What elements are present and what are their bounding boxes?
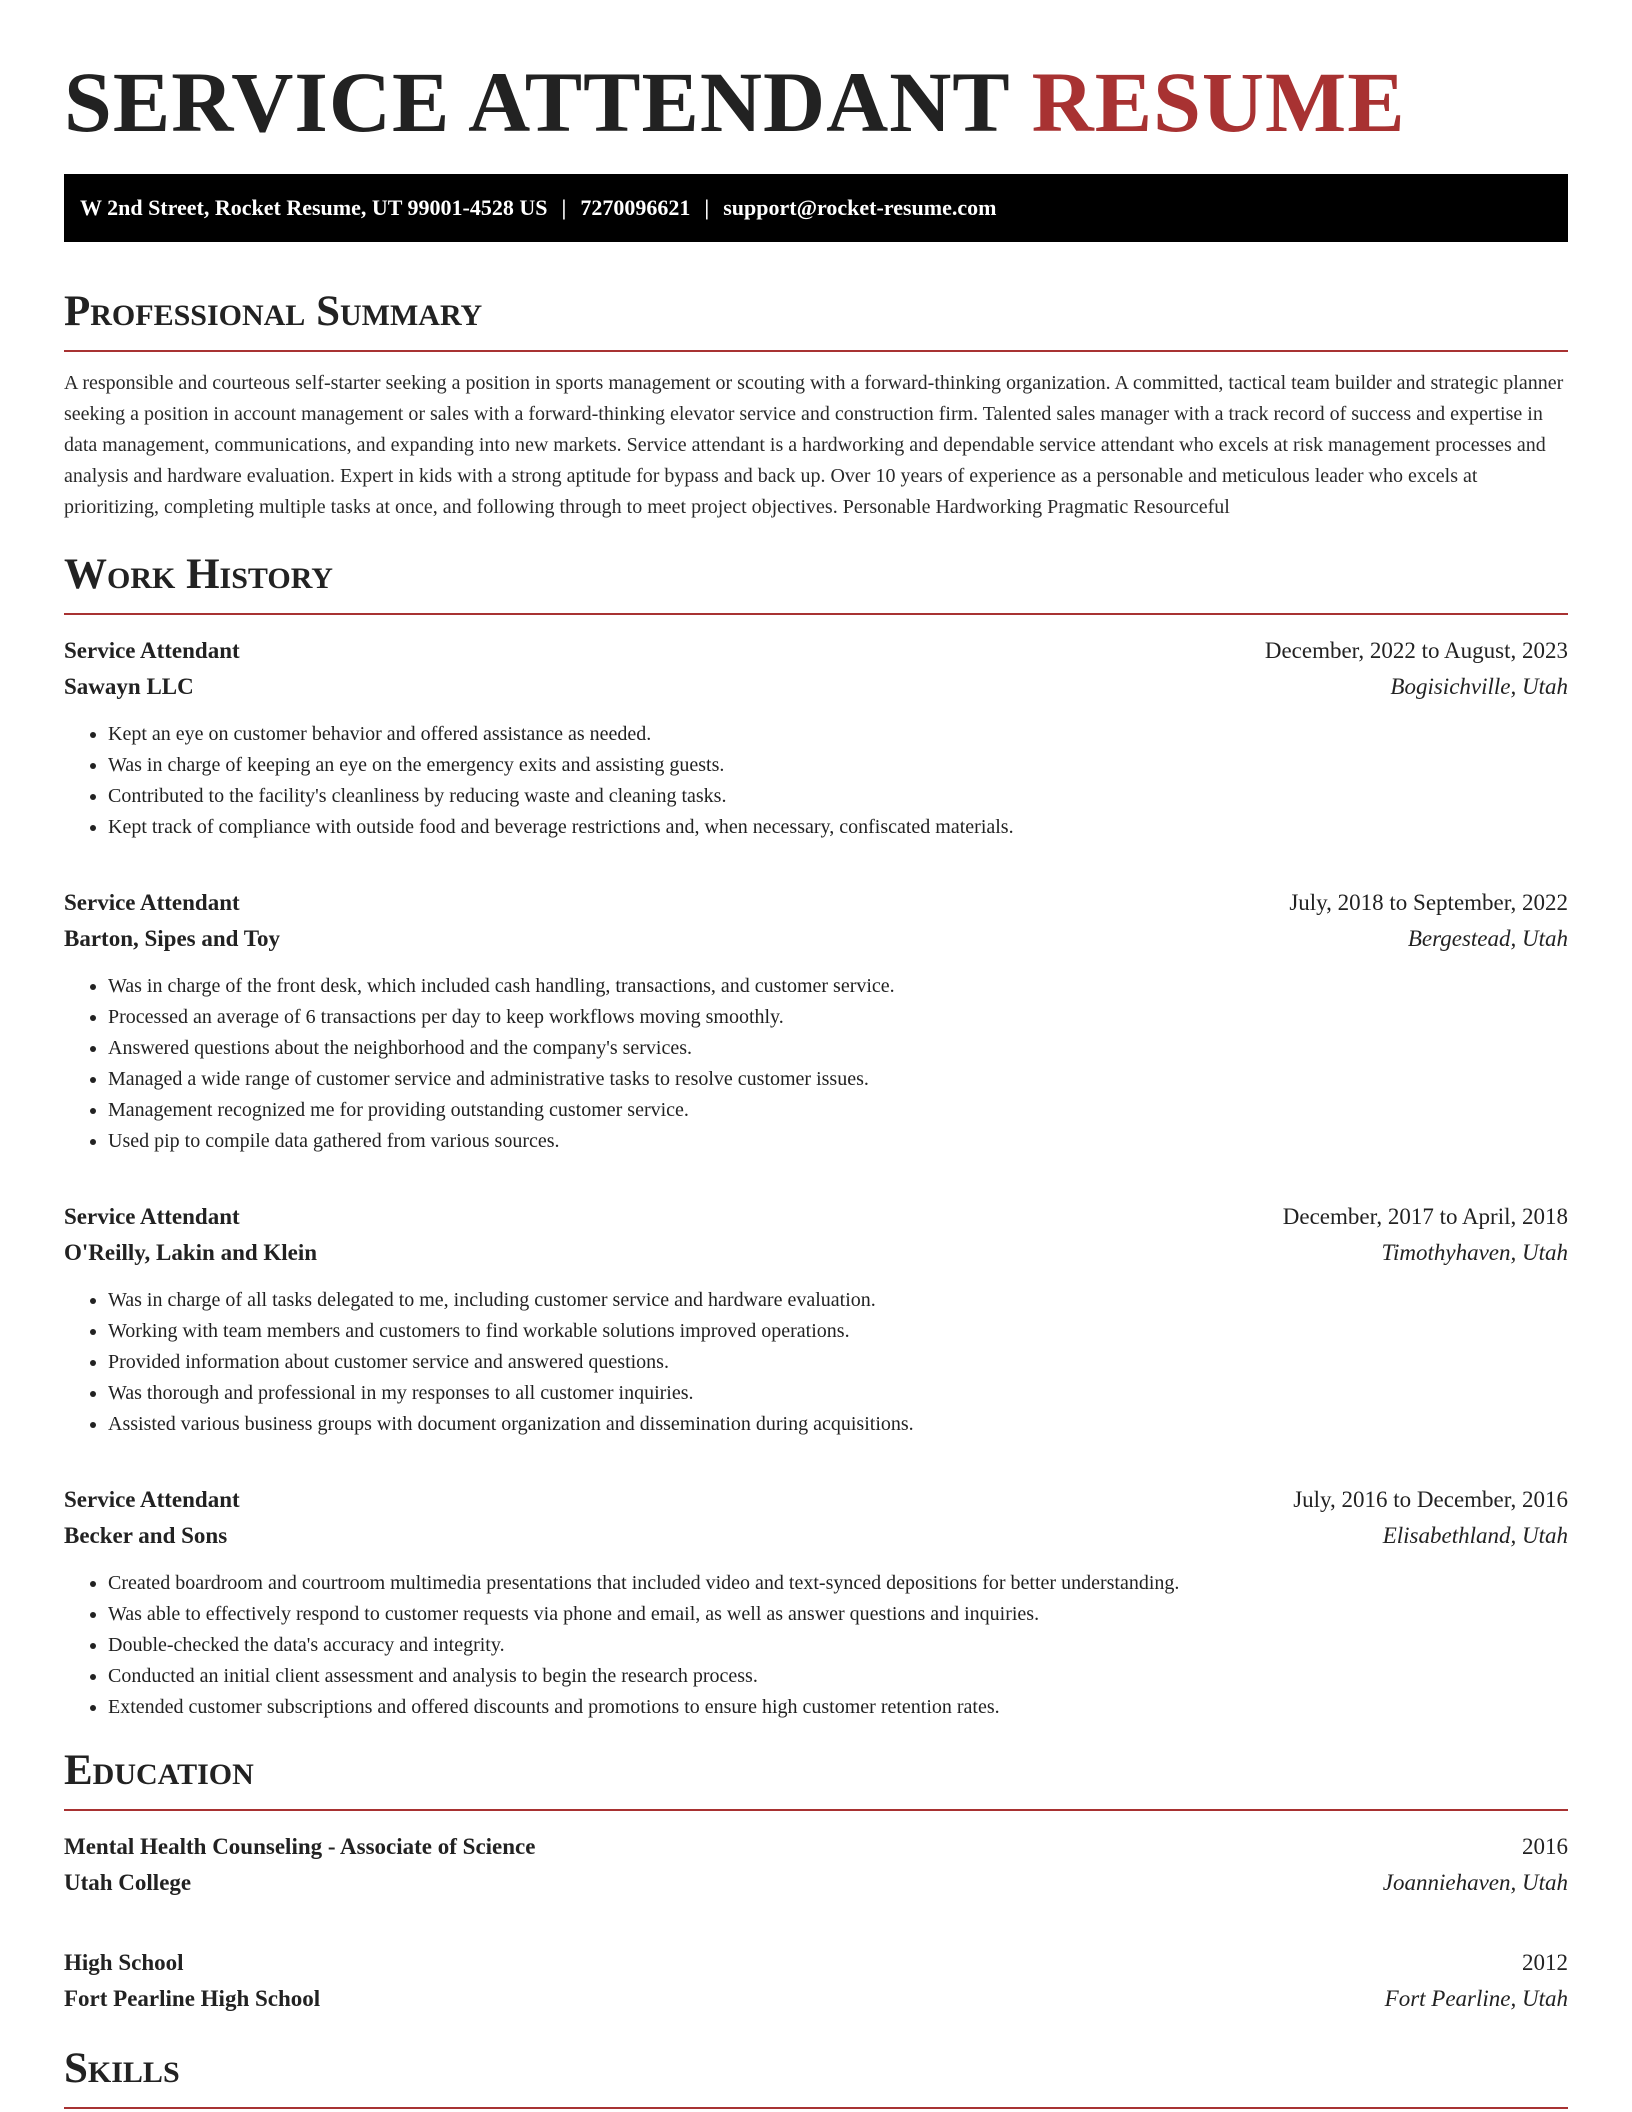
job-duty: • Extended customer subscriptions and offered discounts and promotions to ensure high customer retention rates.: [108, 1692, 1568, 1723]
education-section: [64, 1745, 1568, 2017]
resume-title: [64, 52, 1568, 152]
job-duty: • Contributed to the facility's cleanliness by reducing waste and cleaning tasks.: [108, 781, 1568, 812]
job-company-row: [64, 1235, 1568, 1271]
contact-address: W 2nd Street, Rocket Resume, UT 99001-4528 US: [80, 195, 548, 220]
job-entry: [64, 885, 1568, 1157]
job-title-row: [64, 633, 1568, 669]
section-divider: [64, 613, 1568, 615]
contact-separator: |: [704, 195, 710, 220]
job-duty: • Was in charge of keeping an eye on the emergency exits and assisting guests.: [108, 750, 1568, 781]
job-duty: • Was in charge of the front desk, which included cash handling, transactions, and customer service.: [108, 971, 1568, 1002]
job-duty: • Assisted various business groups with document organization and dissemination during acquisitions.: [108, 1409, 1568, 1440]
job-duty: • Working with team members and customers to find workable solutions improved operations.: [108, 1316, 1568, 1347]
job-duty: • Answered questions about the neighborhood and the company's services.: [108, 1033, 1568, 1064]
job-duty: • Was able to effectively respond to customer requests via phone and email, as well as answer questions and inquiries.: [108, 1599, 1568, 1630]
job-duty: • Created boardroom and courtroom multimedia presentations that included video and text-synced depositions for better understanding.: [108, 1568, 1568, 1599]
job-duties: [64, 1285, 1568, 1440]
education-year: 2016: [1522, 1834, 1568, 1859]
job-duty: • Management recognized me for providing outstanding customer service.: [108, 1095, 1568, 1126]
skills-section: [64, 2043, 1568, 2109]
job-title-row: [64, 1199, 1568, 1235]
education-school-row: [64, 1981, 1568, 2017]
job-title-row: [64, 1482, 1568, 1518]
job-duty: • Was in charge of all tasks delegated to me, including customer service and hardware evaluation.: [108, 1285, 1568, 1316]
section-divider: [64, 1809, 1568, 1811]
job-company-row: [64, 921, 1568, 957]
education-heading: Education: [64, 1747, 254, 1794]
job-location: Timothyhaven, Utah: [1381, 1240, 1568, 1265]
job-duty: • Managed a wide range of customer service and administrative tasks to resolve customer issues.: [108, 1064, 1568, 1095]
education-degree: High School: [64, 1950, 184, 1975]
education-degree-row: [64, 1829, 1568, 1865]
job-dates: July, 2018 to September, 2022: [1289, 890, 1568, 915]
job-duty: • Conducted an initial client assessment and analysis to begin the research process.: [108, 1661, 1568, 1692]
education-school-row: [64, 1865, 1568, 1901]
section-divider: [64, 350, 1568, 352]
work-history-section: [64, 549, 1568, 1723]
job-duty: • Used pip to compile data gathered from various sources.: [108, 1126, 1568, 1157]
job-duties: [64, 719, 1568, 843]
job-dates: December, 2022 to August, 2023: [1264, 638, 1568, 663]
summary-section: [64, 286, 1568, 523]
education-school: Fort Pearline High School: [64, 1986, 321, 2011]
section-divider: [64, 2107, 1568, 2109]
contact-bar: [64, 174, 1568, 242]
job-title: Service Attendant: [64, 890, 240, 915]
job-location: Bergestead, Utah: [1407, 926, 1568, 951]
job-duties: [64, 971, 1568, 1157]
education-school: Utah College: [64, 1870, 192, 1895]
job-title: Service Attendant: [64, 638, 240, 663]
job-duties: [64, 1568, 1568, 1723]
job-duty: • Provided information about customer service and answered questions.: [108, 1347, 1568, 1378]
job-location: Elisabethland, Utah: [1382, 1523, 1568, 1548]
contact-separator: |: [561, 195, 567, 220]
job-duty: • Processed an average of 6 transactions per day to keep workflows moving smoothly.: [108, 1002, 1568, 1033]
education-year: 2012: [1522, 1950, 1568, 1975]
job-title-row: [64, 885, 1568, 921]
job-duty: • Kept an eye on customer behavior and offered assistance as needed.: [108, 719, 1568, 750]
job-company-row: [64, 1518, 1568, 1554]
job-company: O'Reilly, Lakin and Klein: [64, 1240, 318, 1265]
education-degree-row: [64, 1945, 1568, 1981]
job-company: Becker and Sons: [64, 1523, 228, 1548]
job-company: Sawayn LLC: [64, 674, 194, 699]
job-duty: • Kept track of compliance with outside food and beverage restrictions and, when necessary, confiscated materials.: [108, 812, 1568, 843]
summary-text: A responsible and courteous self-starter seeking a position in sports management or scouting with a forward-thinking organization. A committed, tactical team builder and strategic planner seeking a position in account management or sales with a forward-thinking elevator service and construction firm. Talented sales manager with a track record of success and expertise in data management, communications, and expanding into new markets. Service attendant is a hardworking and dependable service attendant who excels at risk management processes and analysis and hardware evaluation. Expert in kids with a strong aptitude for bypass and back up. Over 10 years of experience as a personable and meticulous leader who excels at prioritizing, completing multiple tasks at once, and following through to meet project objectives. Personable Hardworking Pragmatic Resourceful: [64, 372, 1564, 518]
title-main: SERVICE ATTENDANT: [64, 54, 1010, 150]
job-entry: [64, 1482, 1568, 1723]
contact-email[interactable]: support@rocket-resume.com: [723, 195, 997, 220]
skills-heading: Skills: [64, 2045, 180, 2092]
job-duty: • Double-checked the data's accuracy and integrity.: [108, 1630, 1568, 1661]
education-location: Fort Pearline, Utah: [1384, 1986, 1568, 2011]
job-company-row: [64, 669, 1568, 705]
education-degree: Mental Health Counseling - Associate of Science: [64, 1834, 536, 1859]
title-accent: RESUME: [1031, 54, 1406, 150]
job-title: Service Attendant: [64, 1487, 240, 1512]
job-location: Bogisichville, Utah: [1390, 674, 1568, 699]
job-dates: December, 2017 to April, 2018: [1282, 1204, 1568, 1229]
job-company: Barton, Sipes and Toy: [64, 926, 281, 951]
job-entry: [64, 1199, 1568, 1440]
education-location: Joanniehaven, Utah: [1382, 1870, 1568, 1895]
job-title: Service Attendant: [64, 1204, 240, 1229]
education-entry: [64, 1945, 1568, 2017]
job-dates: July, 2016 to December, 2016: [1293, 1487, 1568, 1512]
job-duty: • Was thorough and professional in my responses to all customer inquiries.: [108, 1378, 1568, 1409]
job-entry: [64, 633, 1568, 843]
summary-heading: Professional Summary: [64, 288, 483, 335]
contact-phone[interactable]: 7270096621: [580, 195, 691, 220]
education-entry: [64, 1829, 1568, 1901]
work-history-heading: Work History: [64, 551, 333, 598]
